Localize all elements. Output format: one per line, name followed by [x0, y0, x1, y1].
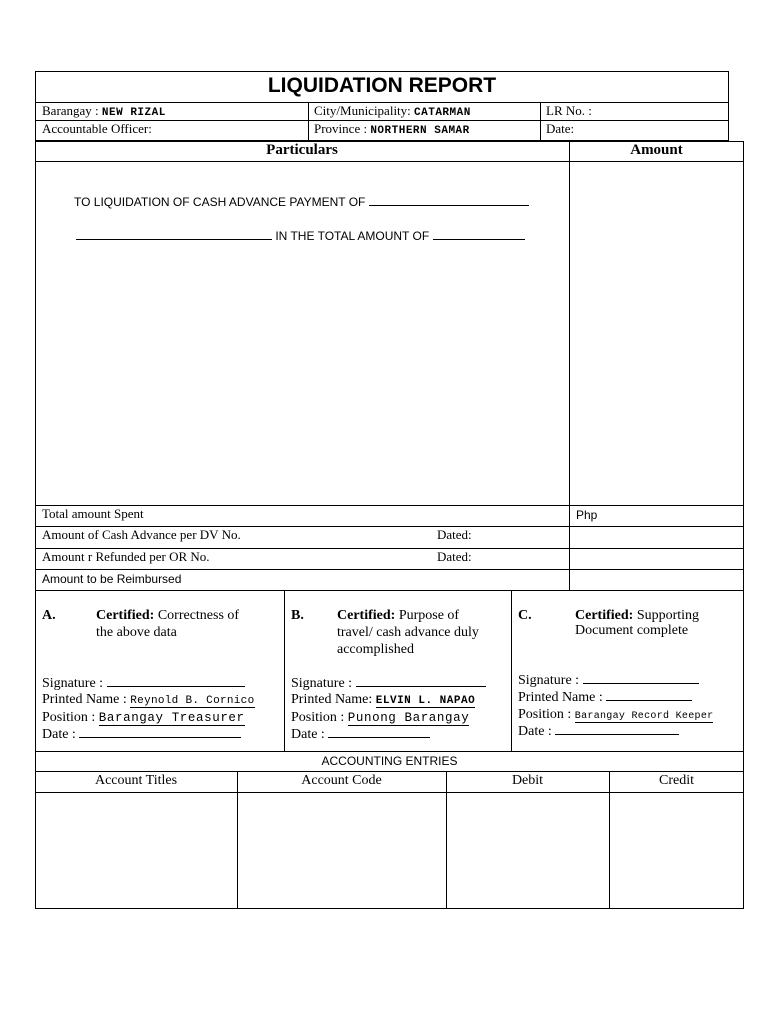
- barangay-label: Barangay :: [42, 103, 99, 118]
- payment-blank: [369, 205, 529, 206]
- cert-c-position: Position : Barangay Record Keeper: [518, 707, 714, 722]
- credit-header: Credit: [659, 773, 694, 788]
- cert-c-letter: C.: [518, 608, 532, 623]
- php-label: Php: [576, 508, 598, 522]
- particulars-header: Particulars: [266, 142, 338, 158]
- cert-b-position: Position : Punong Barangay: [291, 710, 470, 725]
- cert-c-text-2: Document complete: [575, 623, 689, 638]
- cert-b-signature: Signature :: [291, 676, 486, 692]
- particulars-line-2: [76, 229, 525, 243]
- cert-a-printed-value: Reynold B. Cornico: [130, 695, 255, 707]
- page-title: LIQUIDATION REPORT: [267, 74, 497, 97]
- cert-c-date: Date :: [518, 724, 679, 740]
- city-value: CATARMAN: [414, 107, 471, 119]
- cert-a-letter: A.: [42, 608, 56, 623]
- accounting-entries-title: ACCOUNTING ENTRIES: [321, 754, 458, 768]
- cert-b-certified: Certified:: [337, 608, 396, 623]
- cert-b-date-blank: [328, 737, 430, 738]
- account-titles-header: Account Titles: [94, 773, 178, 788]
- cert-a-signature-blank: [107, 686, 245, 687]
- cert-b-text-2: travel/ cash advance duly: [337, 625, 479, 640]
- province-field: [314, 121, 470, 137]
- date-field: Date:: [546, 121, 575, 136]
- cert-c-printed-blank: [606, 700, 692, 701]
- reimbursed-label: Amount to be Reimbursed: [42, 572, 182, 586]
- barangay-field: [42, 103, 166, 119]
- refunded-label: Amount r Refunded per OR No.: [42, 549, 210, 564]
- cert-c-certified: Certified:: [575, 608, 634, 623]
- cert-a-date: Date :: [42, 727, 241, 743]
- province-label: Province :: [314, 121, 368, 136]
- cert-b-heading: [337, 608, 459, 624]
- cert-c-position-value: Barangay Record Keeper: [574, 711, 714, 722]
- particulars-line-1: [74, 195, 529, 209]
- cert-b-printed-value: ELVIN L. NAPAO: [375, 695, 476, 707]
- cert-b-date: Date :: [291, 727, 430, 743]
- cash-advance-label: Amount of Cash Advance per DV No.: [42, 527, 241, 542]
- cert-c-heading: [575, 608, 699, 624]
- cert-b-signature-blank: [356, 686, 486, 687]
- cert-a-position: Position : Barangay Treasurer: [42, 710, 245, 725]
- cert-b-text-1: Purpose of: [398, 608, 460, 623]
- account-code-header: Account Code: [301, 773, 382, 788]
- cert-a-text-1: Correctness of: [157, 608, 240, 623]
- barangay-value: NEW RIZAL: [101, 107, 166, 119]
- refunded-dated-label: Dated:: [437, 549, 472, 564]
- lr-number-field: LR No. :: [546, 103, 592, 118]
- cert-a-signature: Signature :: [42, 676, 245, 692]
- province-value: NORTHERN SAMAR: [370, 125, 470, 137]
- accountable-officer-field: Accountable Officer:: [42, 121, 152, 136]
- cert-b-position-value: Punong Barangay: [347, 711, 470, 725]
- particulars-line-1-text: TO LIQUIDATION OF CASH ADVANCE PAYMENT OF: [74, 195, 366, 209]
- cert-c-date-blank: [555, 734, 679, 735]
- city-label: City/Municipality:: [314, 103, 411, 118]
- cert-b-letter: B.: [291, 608, 304, 623]
- cert-a-certified: Certified:: [96, 608, 155, 623]
- particulars-line-2-text: IN THE TOTAL AMOUNT OF: [275, 229, 430, 243]
- cert-a-heading: [96, 608, 239, 624]
- payee-blank: [76, 239, 272, 240]
- cert-a-date-blank: [79, 737, 241, 738]
- cert-b-text-3: accomplished: [337, 642, 414, 657]
- debit-header: Debit: [511, 773, 544, 788]
- cert-b-printed-name: Printed Name: ELVIN L. NAPAO: [291, 692, 476, 707]
- cert-c-text-1: Supporting: [636, 608, 700, 623]
- cert-a-position-value: Barangay Treasurer: [98, 711, 245, 725]
- cash-advance-dated-label: Dated:: [437, 527, 472, 542]
- cert-c-signature: Signature :: [518, 673, 699, 689]
- cert-c-printed-name: Printed Name :: [518, 690, 692, 706]
- cert-a-printed-name: Printed Name : Reynold B. Cornico: [42, 692, 255, 707]
- cert-c-signature-blank: [583, 683, 699, 684]
- cert-a-text-2: the above data: [96, 625, 177, 640]
- total-spent-label: Total amount Spent: [42, 506, 144, 521]
- city-field: [314, 103, 471, 119]
- total-amount-blank: [433, 239, 525, 240]
- amount-header: Amount: [630, 142, 683, 158]
